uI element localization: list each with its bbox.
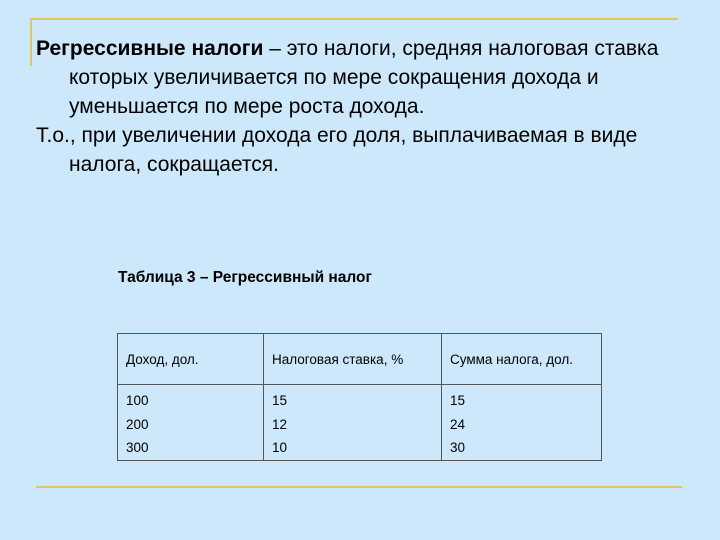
table-cell: 30 xyxy=(450,440,466,455)
table-cell: 15 xyxy=(272,393,288,408)
tax-amount-column xyxy=(442,385,602,461)
slide-text xyxy=(36,34,686,179)
income-column xyxy=(118,385,264,461)
table-cell: 200 xyxy=(126,416,149,432)
table-caption: Таблица 3 – Регрессивный налог xyxy=(118,269,372,286)
header-income: Доход, дол. xyxy=(118,334,264,385)
definition-text: – это налоги, средняя налоговая ставка которых увеличивается по мере сокращения дохода и уменьшается по мере роста дохода. xyxy=(69,37,659,118)
consequence-paragraph: Т.о., при увеличении дохода его доля, выплачиваемая в виде налога, сокращается. xyxy=(36,124,638,176)
header-rate: Налоговая ставка, % xyxy=(264,334,442,385)
term: Регрессивные налоги xyxy=(36,37,264,60)
header-tax-amount: Сумма налога, дол. xyxy=(442,334,602,385)
bottom-rule xyxy=(36,486,682,488)
table-cell: 100 xyxy=(126,393,149,408)
table-header-row xyxy=(118,334,602,385)
table-cell: 300 xyxy=(126,440,149,455)
table-cell: 10 xyxy=(272,440,288,455)
rate-column xyxy=(264,385,442,461)
left-vertical-rule xyxy=(30,18,32,66)
table-values-row xyxy=(118,385,602,461)
table-cell: 15 xyxy=(450,393,466,408)
tax-table xyxy=(117,333,602,461)
table-cell: 12 xyxy=(272,416,288,432)
table-cell: 24 xyxy=(450,416,466,432)
definition-paragraph xyxy=(36,34,686,121)
top-rule xyxy=(30,18,678,20)
